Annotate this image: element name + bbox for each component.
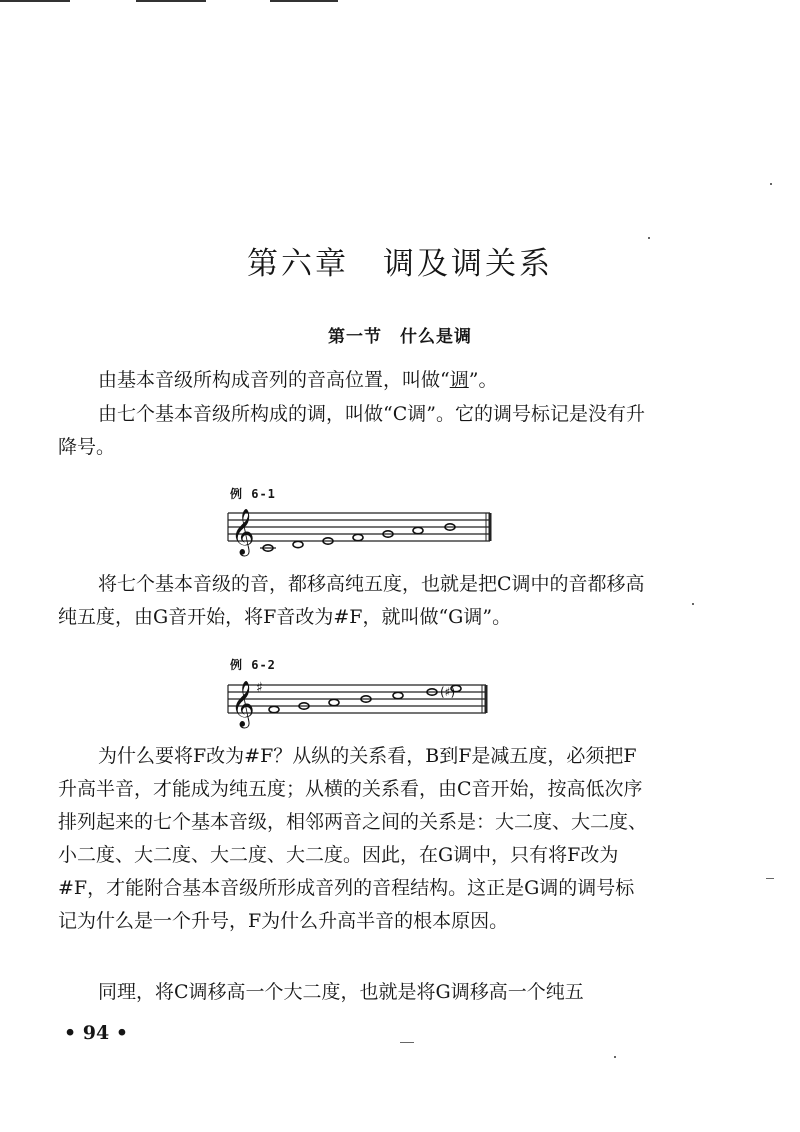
scan-speck: [648, 237, 650, 239]
top-rule-1: [0, 0, 70, 2]
section-title: 第一节 什么是调: [328, 327, 472, 347]
paragraph-5: 同理，将C调移高一个大二度，也就是将G调移高一个纯五: [98, 981, 584, 1003]
paragraph-2: 由七个基本音级所构成的调，叫做“C调”。它的调号标记是没有升降号。: [58, 403, 645, 458]
example-1-label: 例 6-1: [230, 487, 276, 501]
top-rule-2: [136, 0, 206, 2]
sharp-icon: (♯): [440, 685, 456, 699]
paragraph-1-term: 调: [449, 369, 469, 391]
top-rule-3: [270, 0, 338, 2]
scan-speck: [692, 603, 694, 605]
treble-clef-icon: 𝄞: [231, 509, 255, 555]
chapter-title: 第六章 调及调关系: [247, 246, 553, 282]
paragraph-3: 将七个基本音级的音，都移高纯五度，也就是把C调中的音都移高纯五度，由G音开始，将F音改为#F，就叫做“G调”。: [58, 573, 645, 628]
sharp-icon: ♯: [256, 680, 263, 696]
scan-speck: [400, 1042, 414, 1043]
paragraph-4: 为什么要将F改为#F？从纵的关系看，B到F是减五度，必须把F升高半音，才能成为纯五度；从横的关系看，由C音开始，按高低次序排列起来的七个基本音级，相邻两音之间的关系是：大二度、大二度、小二度、大二度、大二度、大二度。因此，在G调中，只有将F改为#F，才能附合基本音级所形成音列的音程结构。这正是G调的调号标记为什么是一个升号，F为什么升高半音的根本原因。: [58, 745, 648, 932]
example-1-staff: [228, 500, 498, 560]
paragraph-1-text-b: ”。: [468, 369, 498, 391]
paragraph-1: [58, 364, 650, 397]
treble-clef-icon: 𝄞: [231, 681, 255, 727]
paragraph-1-text-a: 由基本音级所构成音列的音高位置，叫做“: [98, 369, 450, 391]
scan-speck: [614, 1056, 616, 1058]
scan-speck: [766, 878, 774, 879]
scan-speck: [770, 183, 772, 185]
example-2-staff: [228, 672, 498, 732]
page-number: • 94 •: [64, 1022, 128, 1044]
example-2-label: 例 6-2: [230, 658, 276, 672]
